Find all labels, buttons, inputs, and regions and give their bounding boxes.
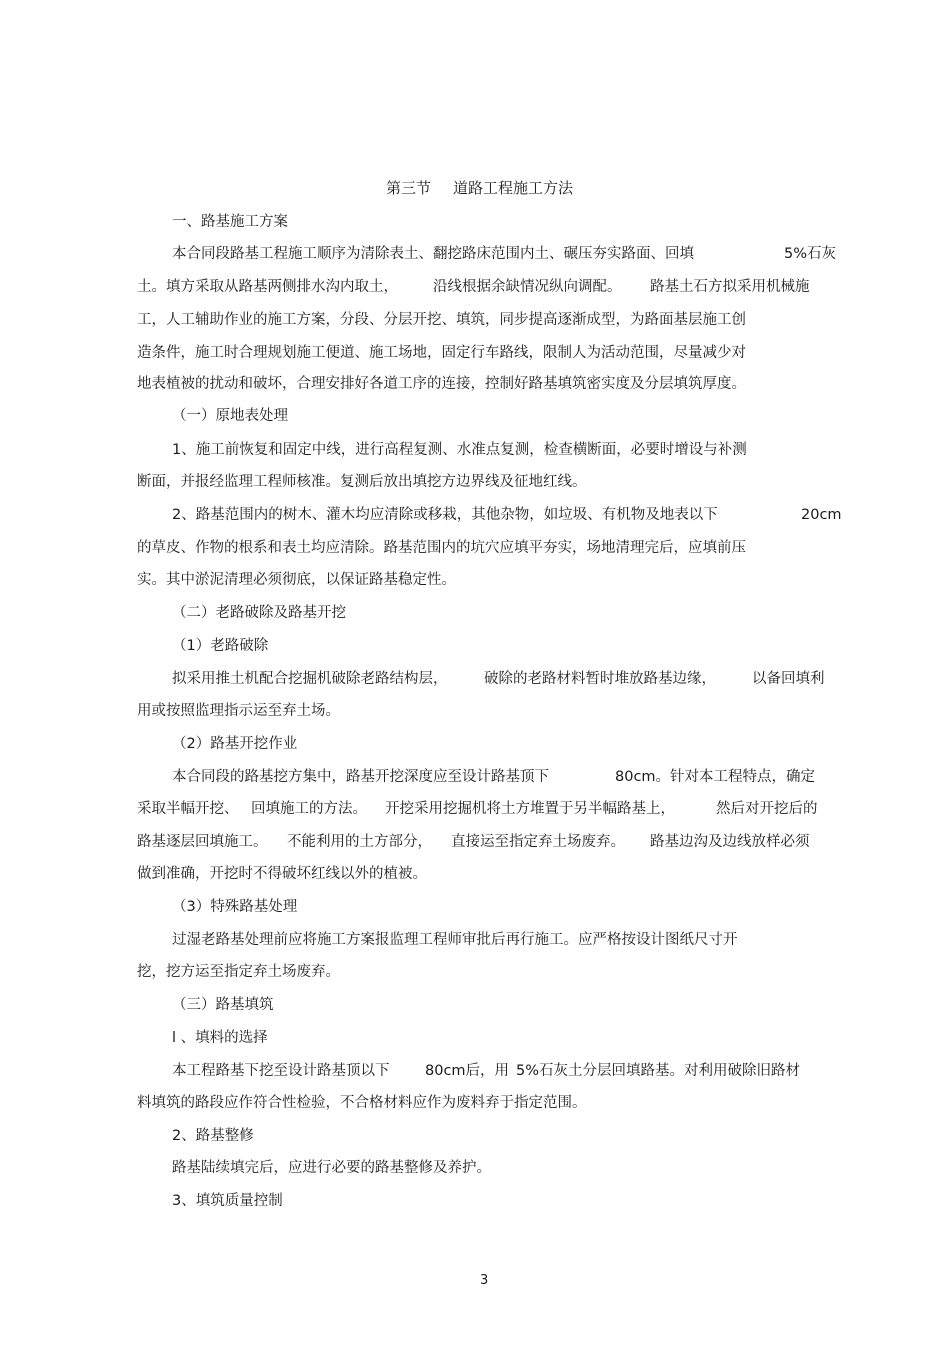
section-title xyxy=(386,178,573,198)
paragraph-line-fragment: 回填施工的方法。 xyxy=(251,801,367,817)
heading-subgrade-fill: （三）路基填筑 xyxy=(172,997,274,1013)
subheading-old-road: （1）老路破除 xyxy=(172,638,269,654)
paragraph-line: 拟采用推土机配合挖掘机破除老路结构层， xyxy=(172,671,448,687)
paragraph-line-fragment: 5%石灰土分层回填路基。对利用破除旧路材 xyxy=(516,1063,801,1079)
subheading-fill-selection: l 、填料的选择 xyxy=(172,1030,268,1046)
paragraph-line-fragment: 路基土石方拟采用机械施 xyxy=(650,279,810,295)
paragraph-line-fragment: 沿线根据余缺情况纵向调配。 xyxy=(433,279,622,295)
paragraph-line-fragment: 直接运至指定弃土场废弃。 xyxy=(451,834,625,850)
subheading-subgrade-trimming: 2、路基整修 xyxy=(172,1128,254,1144)
paragraph-line-fragment: 不能利用的土方部分， xyxy=(287,834,432,850)
section-number: 第三节 xyxy=(386,179,432,197)
paragraph-line: 断面，并报经监理工程师核准。复测后放出填挖方边界线及征地红线。 xyxy=(137,474,587,490)
subheading-excavation: （2）路基开挖作业 xyxy=(172,736,298,752)
paragraph-line-fragment: 以备回填利 xyxy=(752,671,825,687)
paragraph-line: 的草皮、作物的根系和表土均应清除。路基范围内的坑穴应填平夯实，场地清理完后，应填前压 xyxy=(137,540,746,556)
paragraph-line: 路基逐层回填施工。 xyxy=(137,834,268,850)
paragraph-line: 做到准确，开挖时不得破坏红线以外的植被。 xyxy=(137,866,427,882)
paragraph-line: 实。其中淤泥清理必须彻底，以保证路基稳定性。 xyxy=(137,572,456,588)
paragraph-line: 地表植被的扰动和破坏，合理安排好各道工序的连接，控制好路基填筑密实度及分层填筑厚度。 xyxy=(137,376,746,392)
paragraph-line: 1、施工前恢复和固定中线，进行高程复测、水准点复测，检查横断面，必要时增设与补测 xyxy=(172,442,747,458)
paragraph-line-fragment: 5%石灰 xyxy=(784,246,837,262)
heading-old-road-removal: （二）老路破除及路基开挖 xyxy=(172,605,346,621)
paragraph-line-fragment: 破除的老路材料暂时堆放路基边缘， xyxy=(484,671,716,687)
paragraph-line: 过湿老路基处理前应将施工方案报监理工程师审批后再行施工。应严格按设计图纸尺寸开 xyxy=(172,932,738,948)
paragraph-line-fragment: 80cm。针对本工程特点，确定 xyxy=(615,769,816,785)
paragraph-line-fragment: 路基边沟及边线放样必须 xyxy=(650,834,810,850)
paragraph-line: 用或按照监理指示运至弃土场。 xyxy=(137,703,340,719)
paragraph-line: 工，人工辅助作业的施工方案，分段、分层开挖、填筑，同步提高逐渐成型，为路面基层施工创 xyxy=(137,312,746,328)
heading-original-surface: （一）原地表处理 xyxy=(172,408,288,424)
subheading-special-subgrade: （3）特殊路基处理 xyxy=(172,899,298,915)
paragraph-line: 采取半幅开挖、 xyxy=(137,801,239,817)
paragraph-line: 本工程路基下挖至设计路基顶以下 xyxy=(172,1063,390,1079)
paragraph-line: 本合同段路基工程施工顺序为清除表土、翻挖路床范围内土、碾压夯实路面、回填 xyxy=(172,246,694,262)
paragraph-line: 2、路基范围内的树木、灌木均应清除或移栽，其他杂物，如垃圾、有机物及地表以下 xyxy=(172,507,718,523)
subheading-fill-quality: 3、填筑质量控制 xyxy=(172,1193,283,1209)
paragraph-line-fragment: 20cm xyxy=(801,507,842,523)
paragraph-line: 本合同段的路基挖方集中，路基开挖深度应至设计路基顶下 xyxy=(172,769,549,785)
paragraph-line: 挖，挖方运至指定弃土场废弃。 xyxy=(137,964,340,980)
paragraph-line: 路基陆续填完后，应进行必要的路基整修及养护。 xyxy=(172,1160,491,1176)
paragraph-line-fragment: 然后对开挖后的 xyxy=(716,801,818,817)
paragraph-line: 料填筑的路段应作符合性检验，不合格材料应作为废料弃于指定范围。 xyxy=(137,1095,587,1111)
paragraph-line: 土。填方采取从路基两侧排水沟内取土， xyxy=(137,279,398,295)
paragraph-line: 造条件，施工时合理规划施工便道、施工场地，固定行车路线，限制人为活动范围，尽量减少对 xyxy=(137,345,746,361)
paragraph-line-fragment: 开挖采用挖掘机将土方堆置于另半幅路基上， xyxy=(385,801,675,817)
heading-subgrade-plan: 一、路基施工方案 xyxy=(172,214,288,230)
page-number: 3 xyxy=(480,1273,489,1288)
paragraph-line-fragment: 80cm后，用 xyxy=(425,1063,510,1079)
section-heading: 道路工程施工方法 xyxy=(453,179,574,197)
